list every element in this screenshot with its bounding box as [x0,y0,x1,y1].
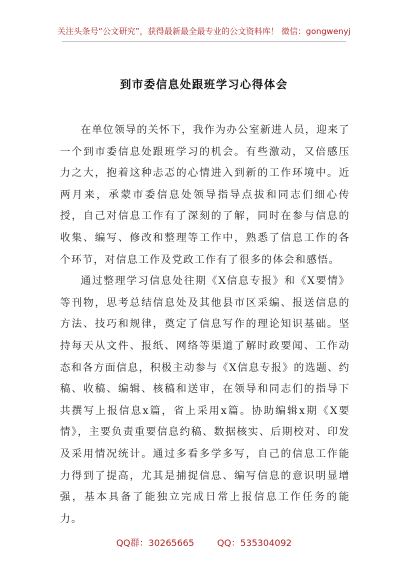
footer-qq: QQ：535304092 [217,539,292,549]
paragraph-1: 在单位领导的关怀下，我作为办公室新进人员，迎来了一个到市委信息处跟班学习的机会。有些激动，又倍感压力之大，抱着这种忐忑的心情进入到新的工作环境中。近两月来，承蒙市委信息处领导指导点拔和同志们细心传授，自己对信息工作有了深刻的了解，同时在参与信息的收集、编写、修改和整理等工作中，熟悉了信息工作的各个环节，对信息工作及党政工作有了很多的体会和感悟。 [60,124,350,266]
document-body [60,120,350,530]
paragraph-2: 通过整理学习信息处往期《X信息专报》和《X要情》等刊物，思考总结信息处及其他县市区采编、报送信息的方法、技巧和规律，奠定了信息写作的理论知识基础。坚持每天从文件、报纸、网络等渠道了解时政要闻、工作动态和各方面信息，积极主动参与《X信息专报》的选题、约稿、收稿、编辑、核稿和送审，在领导和同志们的指导下共撰写上报信息x篇，省上采用x篇。协助编辑x期《X要情》，主要负责重要信息约稿、数据核实、后期校对、印发及采用情况统计。通过多看多学多写，自己的信息工作能力得到了提高，尤其是捕捉信息、编写信息的意识明显增强，基本具备了能独立完成日常上报信息工作任务的能力。 [60,275,350,525]
footer-contact [0,536,408,549]
header-divider [62,41,346,42]
header-banner: 关注头条号“公文研究”，获得最新最全最专业的公文资料库！ 微信：gongwenyj [57,26,351,36]
document-title: 到市委信息处跟班学习心得体会 [120,78,288,91]
footer-qq-group: QQ群：30265665 [116,539,195,549]
